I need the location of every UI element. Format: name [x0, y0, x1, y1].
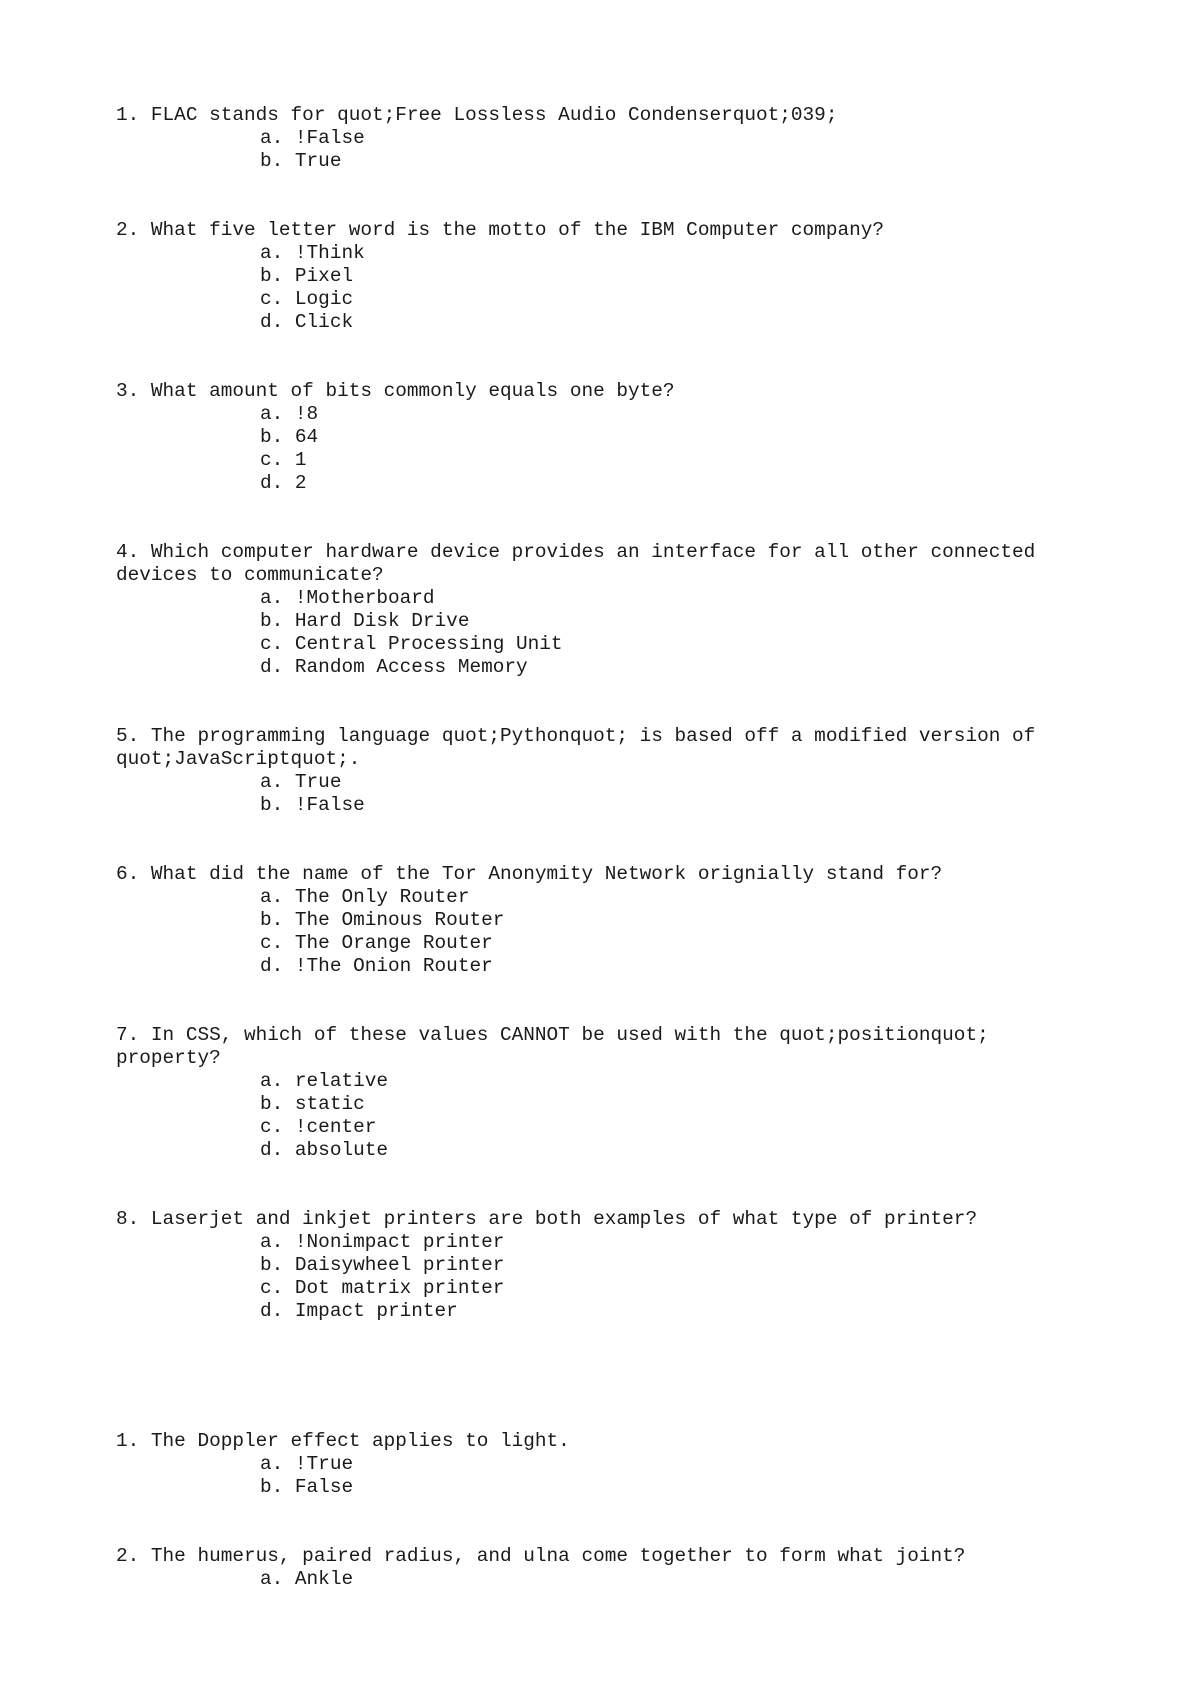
answer-option: b. Daisywheel printer: [260, 1254, 505, 1276]
answer-options: [116, 1070, 1096, 1162]
answer-options: [116, 771, 1096, 817]
quiz-section-science: [116, 1430, 1096, 1637]
question-text: 3. What amount of bits commonly equals one byte?: [116, 380, 675, 402]
question-block: [116, 380, 1096, 495]
question-text: 7. In CSS, which of these values CANNOT be used with the quot;positionquot; property?: [116, 1024, 1001, 1069]
question-text: 1. The Doppler effect applies to light.: [116, 1430, 570, 1452]
answer-option: a. !Think: [260, 242, 365, 264]
answer-option: c. Dot matrix printer: [260, 1277, 505, 1299]
answer-options: [116, 1453, 1096, 1499]
question-block: [116, 725, 1096, 817]
answer-option: c. Central Processing Unit: [260, 633, 563, 655]
question-text: 2. What five letter word is the motto of the IBM Computer company?: [116, 219, 884, 241]
answer-option: a. !False: [260, 127, 365, 149]
answer-option: c. Logic: [260, 288, 354, 310]
question-text: 5. The programming language quot;Pythonquot; is based off a modified version of quot;JavaScriptquot;.: [116, 725, 1047, 770]
answer-option: b. Pixel: [260, 265, 354, 287]
answer-option: b. The Ominous Router: [260, 909, 505, 931]
answer-option: c. !center: [260, 1116, 377, 1138]
question-block: [116, 219, 1096, 334]
question-block: [116, 1545, 1096, 1591]
answer-option: d. Impact printer: [260, 1300, 458, 1322]
question-text: 1. FLAC stands for quot;Free Lossless Audio Condenserquot;039;: [116, 104, 838, 126]
question-block: [116, 863, 1096, 978]
question-block: [116, 1208, 1096, 1323]
quiz-section-computers: [116, 104, 1096, 1369]
answer-option: d. Random Access Memory: [260, 656, 528, 678]
answer-option: d. Click: [260, 311, 354, 333]
answer-option: d. !The Onion Router: [260, 955, 493, 977]
answer-option: a. Ankle: [260, 1568, 354, 1590]
answer-option: a. True: [260, 771, 342, 793]
answer-options: [116, 127, 1096, 173]
question-block: [116, 1430, 1096, 1499]
answer-options: [116, 403, 1096, 495]
answer-option: a. relative: [260, 1070, 388, 1092]
answer-options: [116, 242, 1096, 334]
question-text: 4. Which computer hardware device provides an interface for all other connected devices to communicate?: [116, 541, 1047, 586]
answer-option: a. The Only Router: [260, 886, 470, 908]
question-text: 8. Laserjet and inkjet printers are both examples of what type of printer?: [116, 1208, 978, 1230]
question-text: 6. What did the name of the Tor Anonymity Network orignially stand for?: [116, 863, 943, 885]
answer-option: b. Hard Disk Drive: [260, 610, 470, 632]
answer-option: b. static: [260, 1093, 365, 1115]
answer-option: b. True: [260, 150, 342, 172]
answer-options: [116, 1231, 1096, 1323]
question-text: 2. The humerus, paired radius, and ulna come together to form what joint?: [116, 1545, 966, 1567]
answer-option: a. !Motherboard: [260, 587, 435, 609]
answer-option: b. 64: [260, 426, 319, 448]
answer-option: b. !False: [260, 794, 365, 816]
answer-option: a. !8: [260, 403, 319, 425]
answer-option: d. 2: [260, 472, 307, 494]
answer-option: d. absolute: [260, 1139, 388, 1161]
answer-options: [116, 886, 1096, 978]
answer-options: [116, 587, 1096, 679]
answer-option: a. !True: [260, 1453, 354, 1475]
answer-option: c. The Orange Router: [260, 932, 493, 954]
answer-option: c. 1: [260, 449, 307, 471]
question-block: [116, 541, 1096, 679]
answer-options: [116, 1568, 1096, 1591]
answer-option: a. !Nonimpact printer: [260, 1231, 505, 1253]
answer-option: b. False: [260, 1476, 354, 1498]
question-block: [116, 1024, 1096, 1162]
question-block: [116, 104, 1096, 173]
